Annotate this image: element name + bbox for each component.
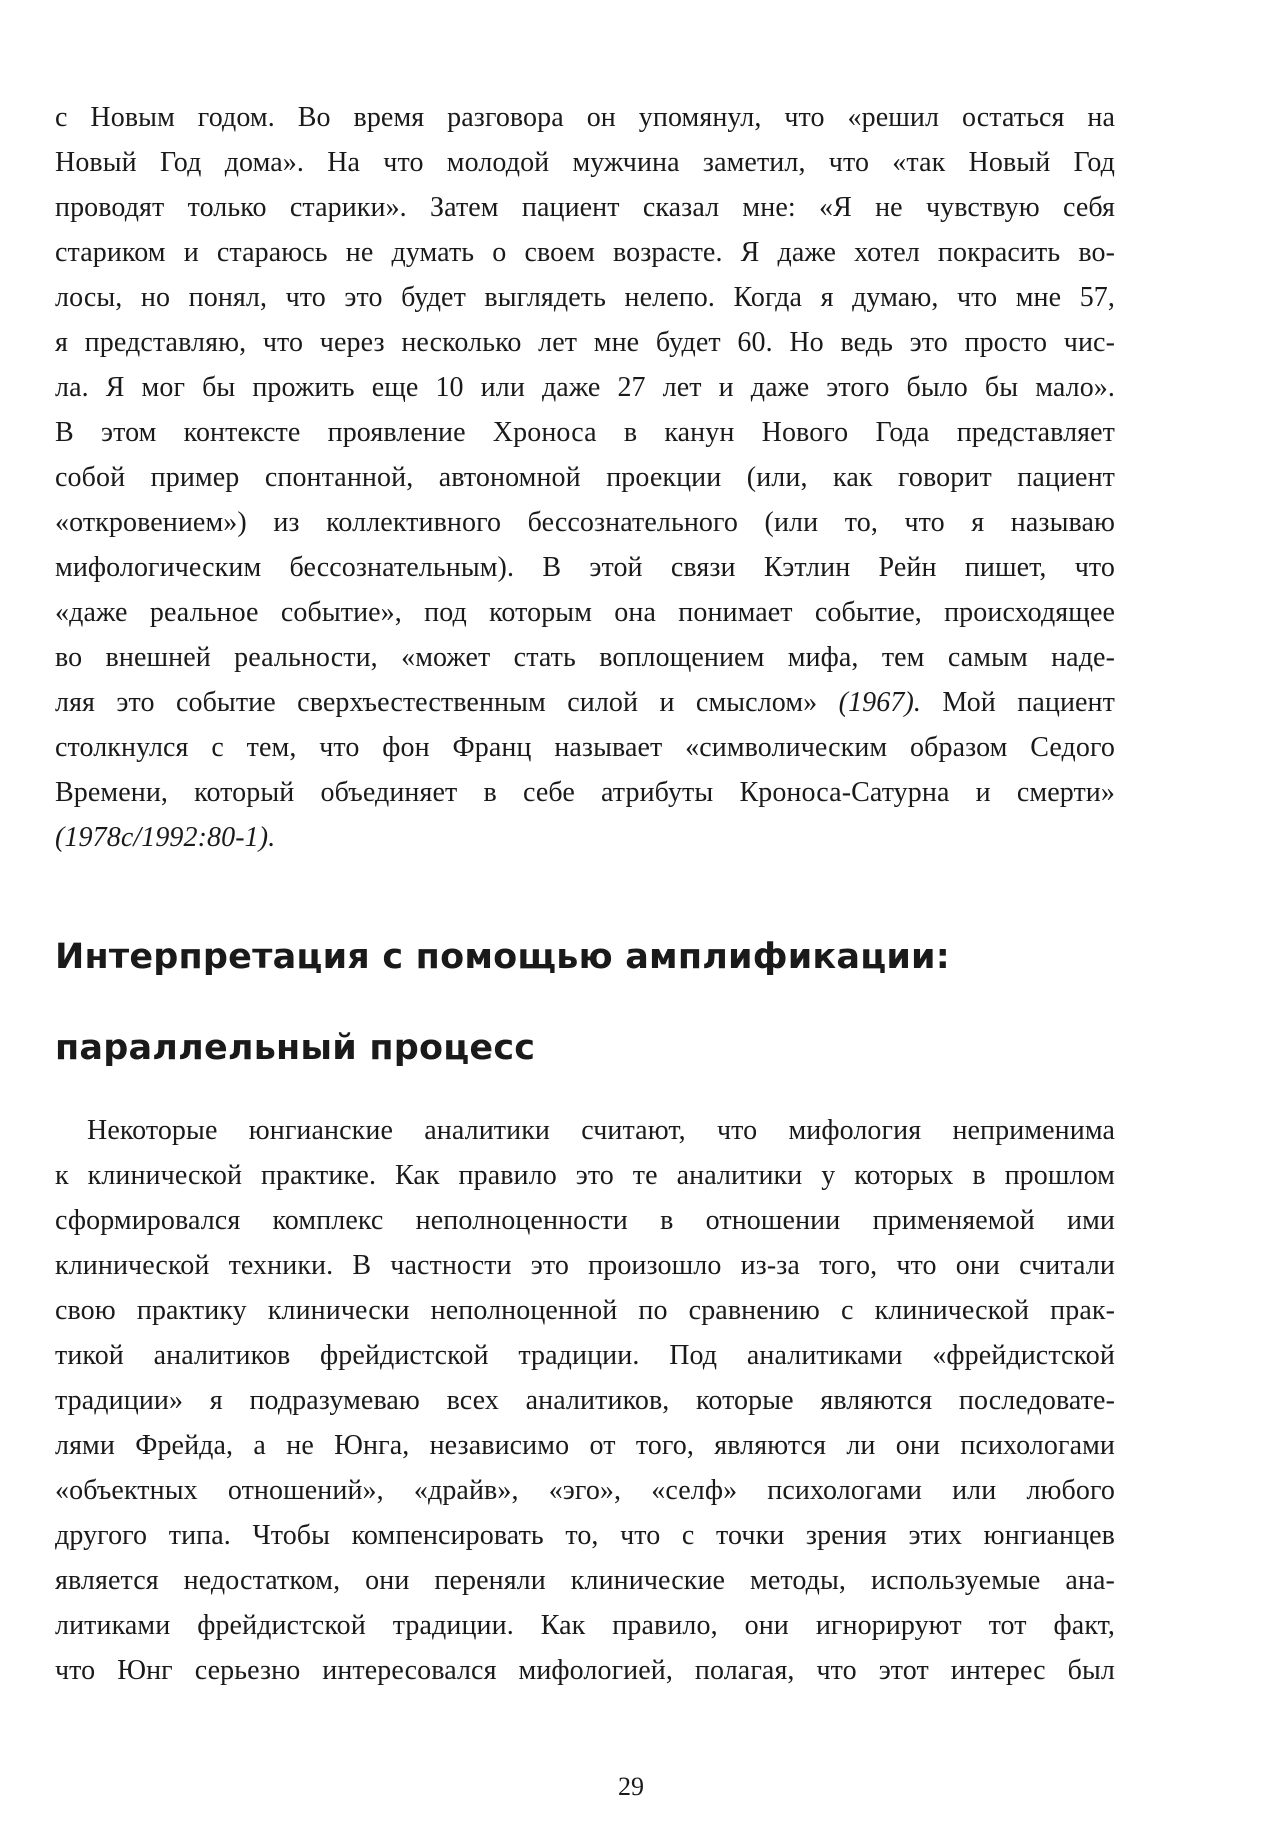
paragraph-2 bbox=[55, 1108, 1115, 1693]
text-line: лями Фрейда, а не Юнга, независимо от того, являются ли они психологами bbox=[55, 1430, 1115, 1461]
text-line: литиками фрейдистской традиции. Как правило, они игнорируют тот факт, bbox=[55, 1610, 1115, 1641]
text-segment: Мой пациент bbox=[942, 687, 1115, 718]
citation: (1978c/1992:80-1). bbox=[55, 822, 276, 853]
text-line: к клинической практике. Как правило это те аналитики у которых в прошлом bbox=[55, 1160, 1115, 1191]
text-line: является недостатком, они переняли клинические методы, используемые ана- bbox=[55, 1565, 1115, 1596]
text-line: сформировался комплекс неполноценности в отношении применяемой ими bbox=[55, 1205, 1115, 1236]
text-line: «объектных отношений», «драйв», «эго», «селф» психологами или любого bbox=[55, 1475, 1115, 1506]
text-line: Новый Год дома». На что молодой мужчина заметил, что «так Новый Год bbox=[55, 147, 1115, 178]
text-line: ла. Я мог бы прожить еще 10 или даже 27 лет и даже этого было бы мало». bbox=[55, 372, 1115, 403]
page-number: 29 bbox=[618, 1772, 644, 1801]
citation: (1967). bbox=[838, 687, 922, 718]
text-line: во внешней реальности, «может стать воплощением мифа, тем самым наде- bbox=[55, 642, 1115, 673]
section-heading-line-2: параллельный процесс bbox=[55, 1028, 536, 1068]
paragraph-1 bbox=[55, 95, 1115, 860]
text-line: свою практику клинически неполноценной по сравнению с клинической прак- bbox=[55, 1295, 1115, 1326]
text-line: проводят только старики». Затем пациент сказал мне: «Я не чувствую себя bbox=[55, 192, 1115, 223]
text-line: В этом контексте проявление Хроноса в канун Нового Года представляет bbox=[55, 417, 1115, 448]
text-line: Времени, который объединяет в себе атрибуты Кроноса-Сатурна и смерти» bbox=[55, 777, 1115, 808]
text-line: Некоторые юнгианские аналитики считают, что мифология неприменима bbox=[87, 1115, 1115, 1146]
text-line: лосы, но понял, что это будет выглядеть нелепо. Когда я думаю, что мне 57, bbox=[55, 282, 1115, 313]
text-segment: ляя это событие сверхъестественным силой и смыслом» bbox=[55, 687, 818, 718]
text-line: я представляю, что через несколько лет мне будет 60. Но ведь это просто чис- bbox=[55, 327, 1115, 358]
text-line: традиции» я подразумеваю всех аналитиков, которые являются последовате- bbox=[55, 1385, 1115, 1416]
text-line: «откровением») из коллективного бессознательного (или то, что я называю bbox=[55, 507, 1115, 538]
text-line: стариком и стараюсь не думать о своем возрасте. Я даже хотел покрасить во- bbox=[55, 237, 1115, 268]
text-line: клинической техники. В частности это произошло из-за того, что они считали bbox=[55, 1250, 1115, 1281]
text-line: собой пример спонтанной, автономной проекции (или, как говорит пациент bbox=[55, 462, 1115, 493]
text-line: столкнулся с тем, что фон Франц называет «символическим образом Седого bbox=[55, 732, 1115, 763]
text-line: с Новым годом. Во время разговора он упомянул, что «решил остаться на bbox=[55, 102, 1115, 133]
text-line: что Юнг серьезно интересовался мифологией, полагая, что этот интерес был bbox=[55, 1655, 1115, 1686]
text-line: «даже реальное событие», под которым она понимает событие, происходящее bbox=[55, 597, 1115, 628]
text-line: мифологическим бессознательным). В этой связи Кэтлин Рейн пишет, что bbox=[55, 552, 1115, 583]
text-line-with-citation bbox=[55, 680, 1115, 725]
text-line: тикой аналитиков фрейдистской традиции. Под аналитиками «фрейдистской bbox=[55, 1340, 1115, 1371]
text-line: другого типа. Чтобы компенсировать то, что с точки зрения этих юнгианцев bbox=[55, 1520, 1115, 1551]
section-heading-line-1: Интерпретация с помощью амплификации: bbox=[55, 937, 950, 977]
